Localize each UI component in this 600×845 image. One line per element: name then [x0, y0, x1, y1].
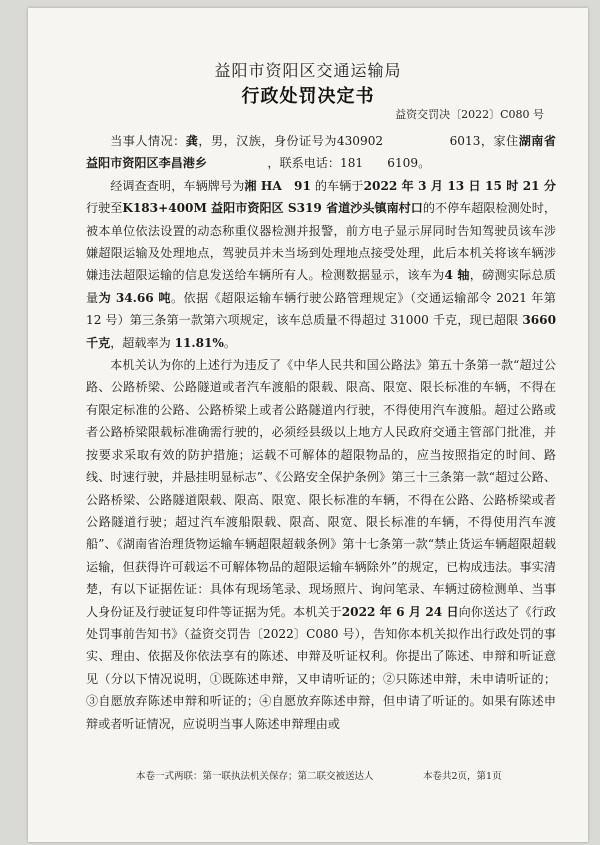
vehicle-plate: 湘 HA 91	[244, 178, 311, 193]
overload-rate: 11.81%	[174, 335, 224, 350]
overload-amount: 3660 千克	[86, 313, 556, 350]
party-gender-ethnicity: ，男，汉族，身份证号为	[198, 134, 337, 148]
incident-datetime: 2022 年 3 月 13 日 15 时 21 分	[363, 178, 556, 193]
party-id-prefix: 430902	[336, 134, 384, 148]
findings-text-2: 向你送达了《行政处罚事前告知书》（益资交罚告〔2022〕C080 号），告知你本机关拟作出行政处罚的事实、理由、依据及你依法享有的陈述、申辩及听证权利。你提出了陈述、申辩和听证意见（分以下情况说明，①既陈述申辩，又申请听证的；②只陈述申辩，未申请听证的；③自愿放弃陈述申辩和听证的；④自愿放弃陈述申辩，但申请了听证的。如果有陈述申辩或者听证情况，应说明当事人陈述申辩理由或	[86, 604, 556, 731]
issuing-authority: 益阳市资阳区交通运输局	[214, 61, 402, 80]
document-body	[86, 130, 556, 735]
party-name: 龚	[185, 134, 199, 148]
facts-text-8: 。	[223, 335, 237, 350]
facts-text-4: 的不停车超限检测处时，被本单位依法设置的动态称重仪器检测并报警，前方电子显示屏同时告知驾驶员该车涉嫌超限运输及处理地点，驾驶员并未当场到处理地点接受处理，此后本机关将该车辆涉嫌违法超限运输的信息发送给车辆所有人。检测数据显示，该车为	[86, 201, 556, 283]
party-phone-prefix: 181	[340, 156, 364, 171]
party-address: 湖南省益阳市资阳区李昌港乡	[86, 134, 556, 171]
page-number: 本卷共2页，第1页	[423, 771, 502, 782]
findings-paragraph	[86, 354, 556, 735]
facts-text-5: ，磅测实际总质量	[86, 268, 556, 305]
document-sheet	[28, 8, 588, 842]
facts-paragraph	[86, 175, 556, 354]
facts-text-6: 。依据《超限运输车辆行驶公路管理规定》（交通运输部令 2021 年第 12 号）第三条第一款第六项规定，该车总质量不得超过 31000 千克，现已超限	[86, 290, 556, 328]
findings-text-1: 本机关认为你的上述行为违反了《中华人民共和国公路法》第五十条第一款“超过公路、公路桥梁、公路隧道或者汽车渡船的限载、限高、限宽、限长标准的车辆，不得在有限定标准的公路、公路桥梁上或者公路隧道内行驶，不得使用汽车渡船。超过公路或者公路桥梁限载标准确需行驶的，必须经县级以上地方人民政府交通主管部门批准，并按要求采取有效的防护措施；运载不可解体的超限物品的，应当按照指定的时间、路线、时速行驶，并悬挂明显标志”、《公路安全保护条例》第三十三条第一款“超过公路、公路桥梁、公路隧道限载、限高、限宽、限长标准的车辆，不得在公路、公路桥梁或者公路隧道行驶；超过汽车渡船限载、限高、限宽、限长标准的车辆，不得使用汽车渡船”、《湖南省治理货物运输车辆超限超载条例》第十七条第一款“禁止货运车辆超限超载运输，但获得许可载运不可解体物品的超限运输车辆除外”的规定，已构成违法。事实清楚，有以下证据佐证：具体有现场笔录、现场照片、询问笔录、车辆过磅检测单、当事人身份证及行驶证复印件等证据为凭。本机关于	[86, 358, 556, 619]
party-paragraph	[86, 130, 556, 175]
document-number: 益资交罚决〔2022〕C080 号	[395, 108, 544, 121]
vehicle-axles: 4 轴	[444, 268, 470, 283]
facts-text-1: 经调查查明，车辆牌号为	[110, 178, 245, 193]
party-address-lead: ，家住	[480, 134, 519, 148]
party-id-suffix: 6013	[449, 134, 481, 148]
party-phone-suffix: 6109	[387, 156, 419, 171]
facts-text-3: 行驶至	[86, 201, 123, 216]
document-title: 行政处罚决定书	[241, 86, 375, 107]
facts-text-7: ，超载率为	[110, 335, 175, 350]
copies-note: 本卷一式两联：第一联执法机关保存；第二联交被送达人	[136, 771, 374, 782]
party-end: 。	[418, 156, 431, 171]
notice-date: 2022 年 6 月 24 日	[341, 604, 459, 619]
facts-text-2: 的车辆于	[310, 178, 364, 193]
party-phone-label: ，联系电话：	[267, 156, 340, 171]
party-label: 当事人情况：	[110, 134, 186, 148]
vehicle-weight: 为 34.66 吨	[98, 290, 171, 305]
incident-location: K183+400M 益阳市资阳区 S319 省道沙头镇南村口	[122, 201, 423, 216]
